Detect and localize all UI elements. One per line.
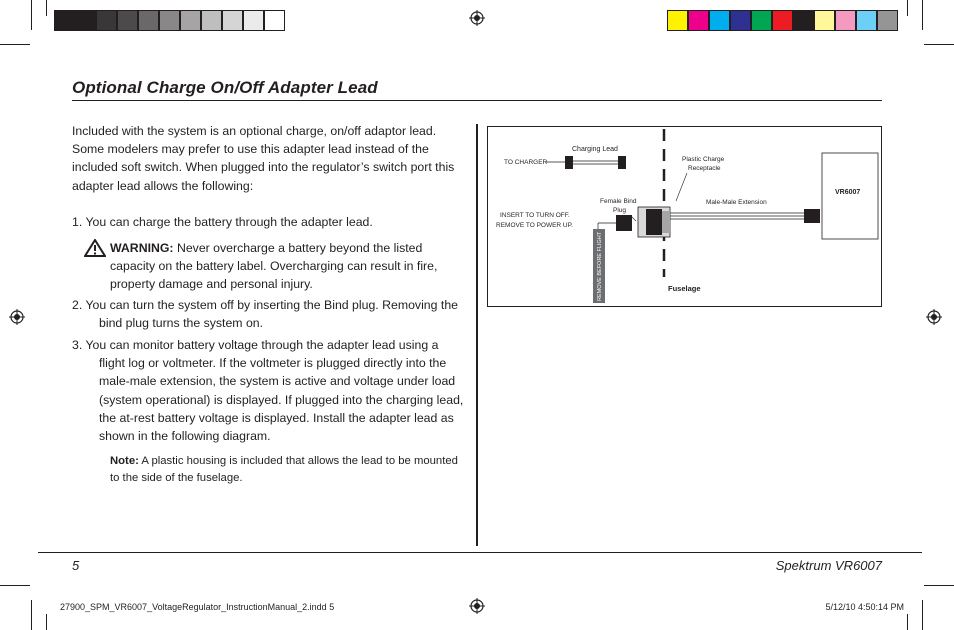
wiring-diagram-svg: [488, 127, 881, 306]
color-swatch: [709, 10, 730, 31]
crop-mark: [907, 614, 908, 630]
gray-swatch: [54, 10, 75, 31]
crop-mark: [924, 585, 954, 586]
regulator-label: VR6007: [835, 189, 861, 196]
footer-rule: [38, 552, 922, 553]
crop-mark: [922, 600, 923, 630]
page-title: Optional Charge On/Off Adapter Lead: [72, 78, 378, 97]
gray-swatch: [264, 10, 285, 31]
registration-mark-icon: [9, 309, 25, 325]
insert-label-1: INSERT TO TURN OFF.: [500, 212, 570, 219]
list-item-1: 1. You can charge the battery through the adapter lead.: [72, 214, 373, 229]
crop-mark: [31, 600, 32, 630]
warning-paragraph: [72, 239, 464, 294]
crop-mark: [46, 0, 47, 16]
color-swatch: [730, 10, 751, 31]
regulator-box: [822, 153, 878, 239]
registration-mark-icon: [469, 598, 485, 614]
warning-text: Never overcharge a battery beyond the listed capacity on the battery label. Overcharging can result in fire, property damage and personal injury.: [110, 241, 438, 292]
grayscale-bar: [54, 10, 285, 32]
crop-mark: [924, 44, 954, 45]
intro-paragraph: Included with the system is an optional charge, on/off adaptor lead. Some modelers may prefer to use this adapter lead instead of the included soft switch. When plugged into the regulator’s switch port this adapter lead allows the following:: [72, 124, 455, 193]
page-number: 5: [72, 558, 80, 573]
crop-mark: [922, 0, 923, 30]
wiring-diagram: [487, 126, 882, 307]
gray-swatch: [243, 10, 264, 31]
insert-label-2: REMOVE TO POWER UP.: [496, 222, 573, 229]
warning-triangle-icon: [84, 239, 106, 257]
charger-connector: [618, 156, 626, 169]
gray-swatch: [75, 10, 96, 31]
crop-mark: [907, 0, 908, 16]
crop-mark: [31, 0, 32, 30]
receptacle-label-1: Plastic Charge: [682, 156, 725, 163]
color-bar: [667, 10, 898, 32]
crop-mark: [0, 44, 30, 45]
bind-plug-label-2: Plug: [613, 207, 627, 214]
slug-filename: 27900_SPM_VR6007_VoltageRegulator_InstructionManual_2.indd 5: [60, 602, 335, 612]
gray-swatch: [201, 10, 222, 31]
gray-swatch: [222, 10, 243, 31]
color-swatch: [772, 10, 793, 31]
column-divider: [476, 124, 478, 546]
gray-swatch: [180, 10, 201, 31]
registration-mark-icon: [926, 309, 942, 325]
extension-label: Male-Male Extension: [706, 199, 767, 206]
body-text: [72, 122, 464, 487]
footer-brand: Spektrum VR6007: [775, 558, 882, 573]
color-swatch: [856, 10, 877, 31]
registration-mark-icon: [469, 10, 485, 26]
warning-label: WARNING:: [110, 241, 174, 256]
color-swatch: [751, 10, 772, 31]
gray-swatch: [138, 10, 159, 31]
gray-swatch: [117, 10, 138, 31]
note-label: Note:: [110, 455, 139, 468]
color-swatch: [793, 10, 814, 31]
bind-plug: [616, 215, 632, 231]
fuselage-label: Fuselage: [668, 284, 701, 293]
note-paragraph: [72, 453, 464, 487]
list-item-3: 3. You can monitor battery voltage through the adapter lead using a flight log or voltmeter. If the voltmeter is plugged directly into the male-male extension, the system is active and voltage under load (system operational) is displayed. If plugged into the charging lead, the at-rest battery voltage is displayed. Install the adapter lead as shown in the following diagram.: [72, 338, 464, 444]
crop-mark: [46, 614, 47, 630]
crop-mark: [0, 585, 30, 586]
color-swatch: [667, 10, 688, 31]
color-swatch: [814, 10, 835, 31]
color-swatch: [688, 10, 709, 31]
title-rule: [72, 100, 882, 101]
charger-connector: [565, 156, 573, 169]
list-item-2: 2. You can turn the system off by inserting the Bind plug. Removing the bind plug turns the system on.: [72, 297, 458, 330]
to-charger-label: TO CHARGER: [504, 159, 548, 166]
extension-connector: [804, 209, 820, 223]
gray-swatch: [96, 10, 117, 31]
color-swatch: [835, 10, 856, 31]
tag-label: REMOVE BEFORE FLIGHT: [597, 231, 603, 301]
receptacle-label-2: Receptacle: [688, 165, 721, 172]
color-swatch: [877, 10, 898, 31]
gray-swatch: [159, 10, 180, 31]
slug-date: 5/12/10 4:50:14 PM: [825, 602, 904, 612]
bind-plug-label-1: Female Bind: [600, 198, 637, 205]
charging-lead-label: Charging Lead: [572, 146, 618, 153]
note-text: A plastic housing is included that allows the lead to be mounted to the side of the fuselage.: [110, 455, 458, 485]
